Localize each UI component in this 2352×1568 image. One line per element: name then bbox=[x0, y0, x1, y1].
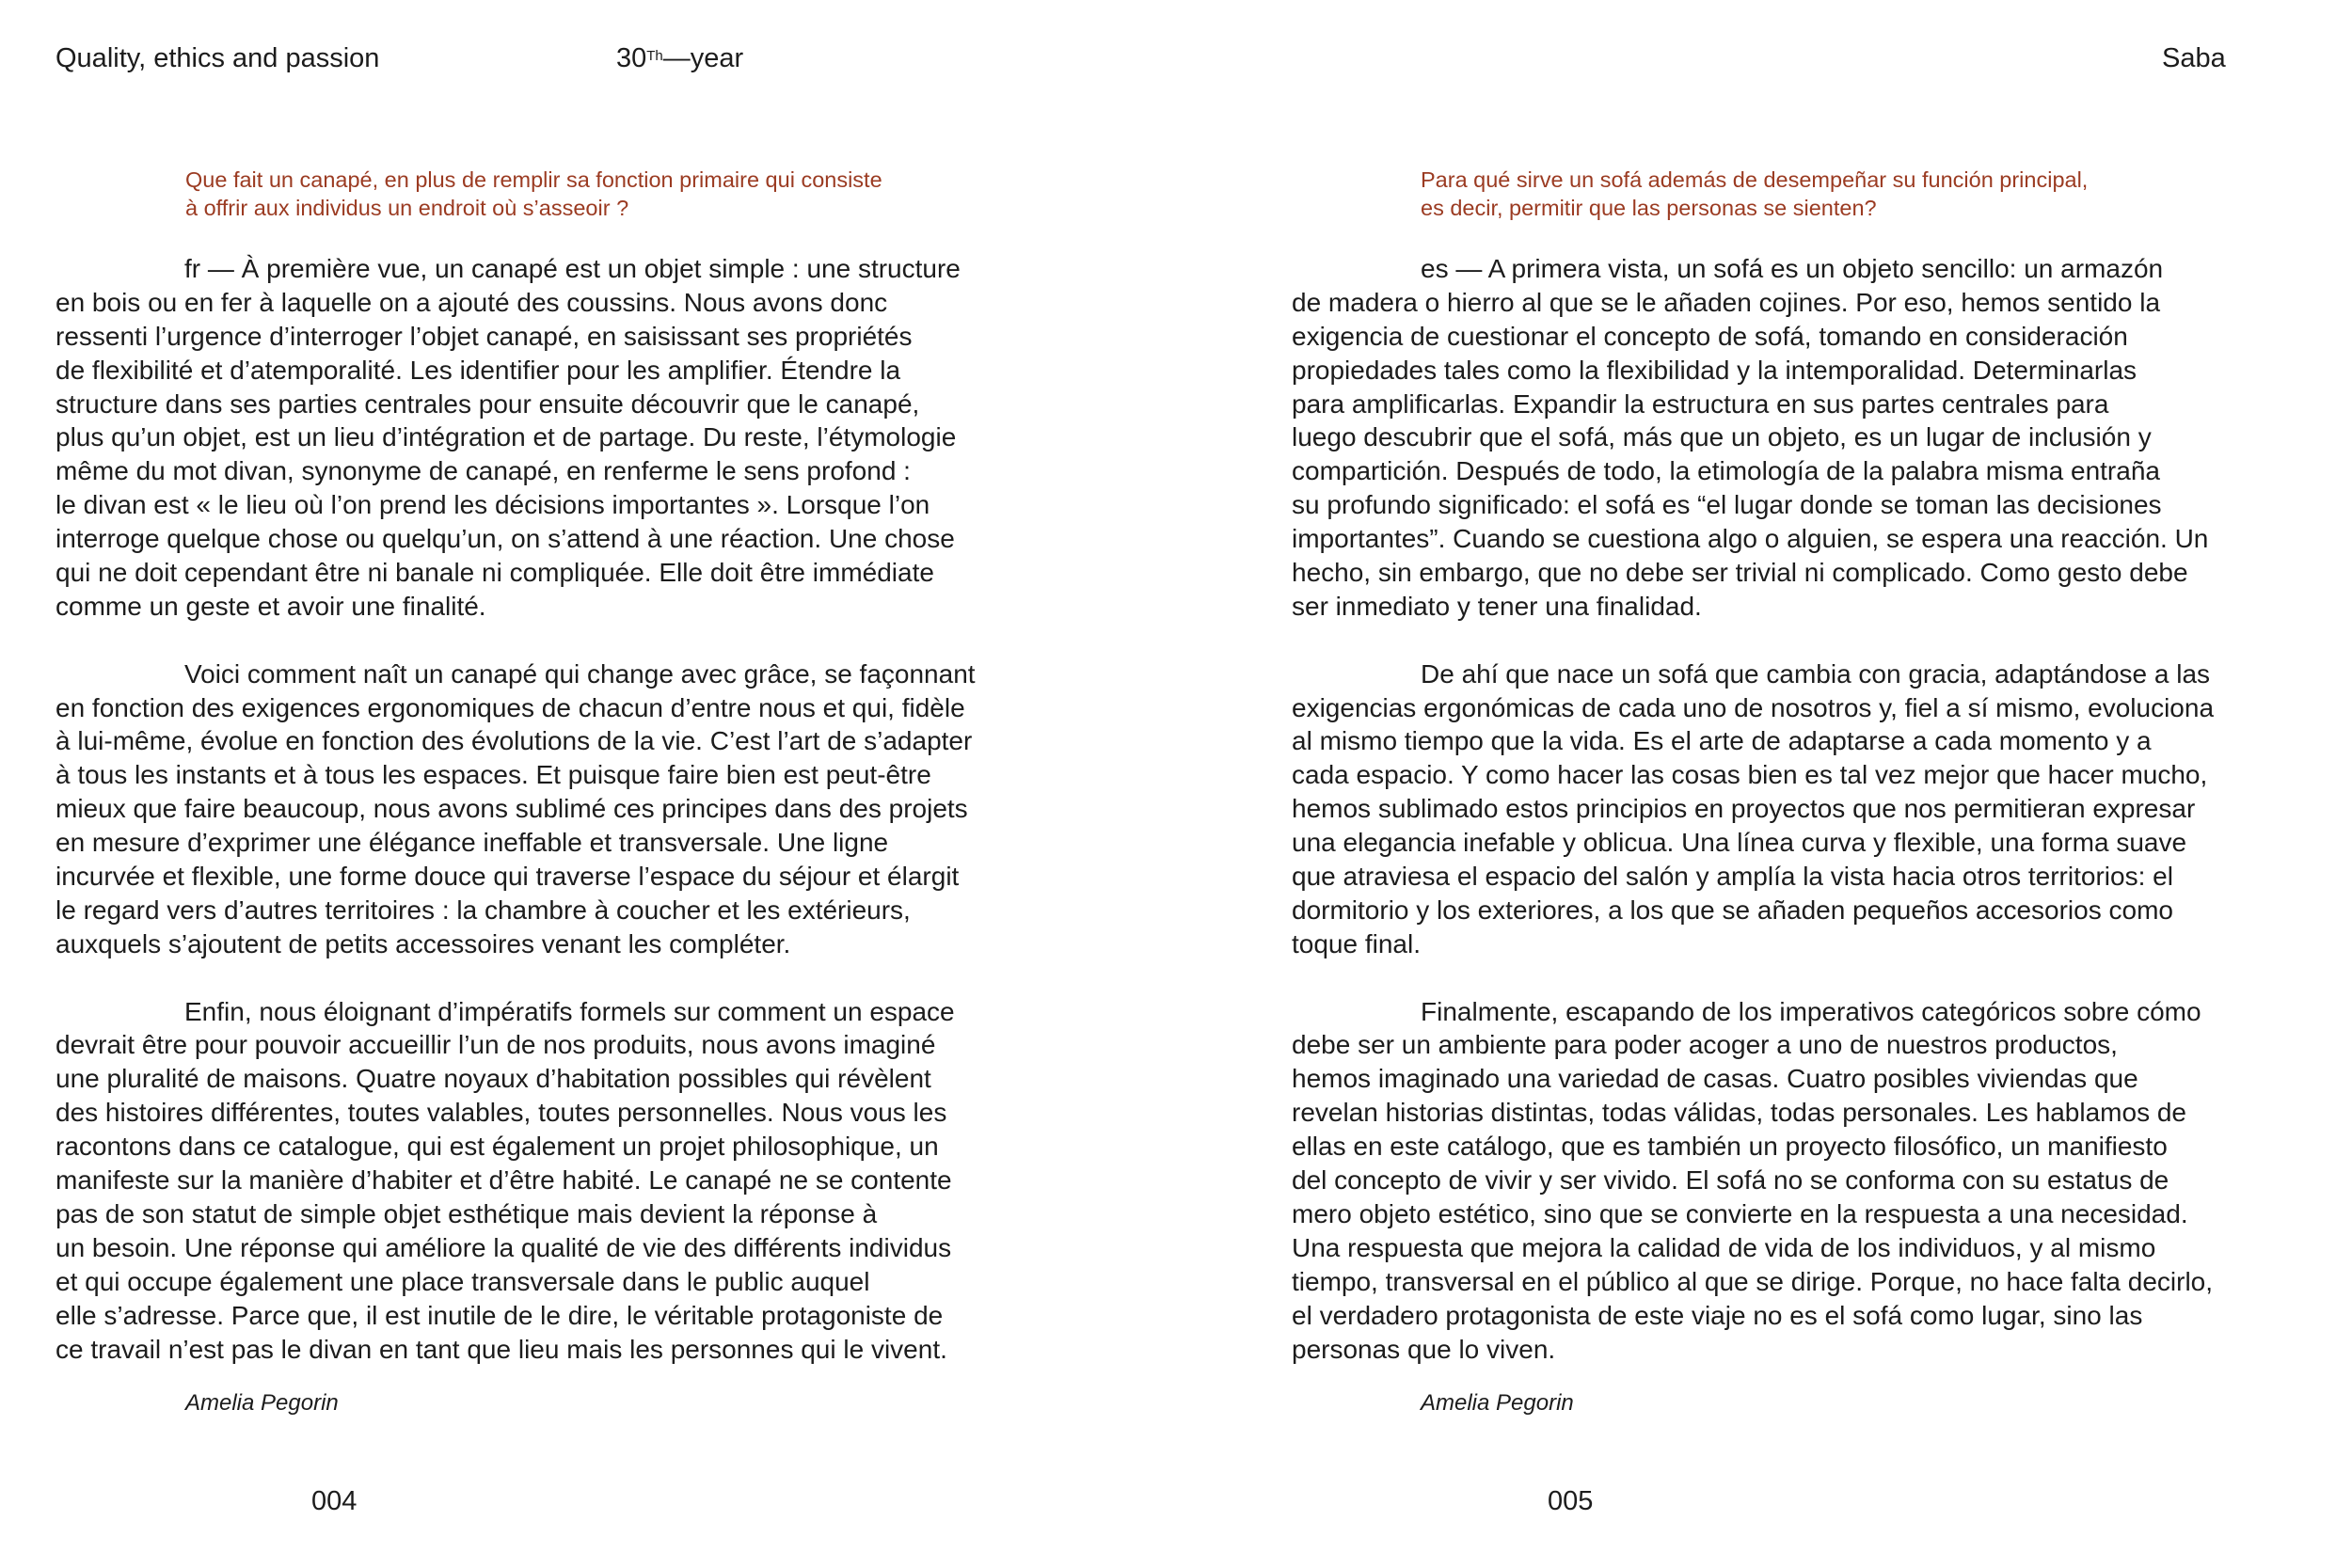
edition-suffix: —year bbox=[662, 43, 744, 73]
text-line: luego descubrir que el sofá, más que un objeto, es un lugar de inclusión y bbox=[1292, 422, 2152, 452]
running-header-brand: Saba bbox=[2162, 43, 2226, 73]
right-body-text bbox=[1292, 252, 2214, 1400]
text-line: toque final. bbox=[1292, 928, 1421, 958]
paragraph-3 bbox=[1292, 995, 2214, 1367]
text-line: tiempo, transversal en el público al que se dirige. Porque, no hace falta decirlo, bbox=[1292, 1266, 2214, 1296]
running-header-edition bbox=[616, 41, 743, 75]
text-line: exigencias ergonómicas de cada uno de nosotros y, fiel a sí mismo, evoluciona bbox=[1292, 692, 2215, 722]
text-line: importantes”. Cuando se cuestiona algo o alguien, se espera una reacción. Un bbox=[1292, 524, 2209, 554]
question-line: Para qué sirve un sofá además de desempeñar su función principal, bbox=[1421, 167, 2089, 192]
text-line: personas que lo viven. bbox=[1292, 1334, 1556, 1364]
text-line: el verdadero protagonista de este viaje no es el sofá como lugar, sino las bbox=[1292, 1300, 2143, 1330]
text-line: racontons dans ce catalogue, qui est également un projet philosophique, un bbox=[56, 1132, 939, 1162]
text-line: exigencia de cuestionar el concepto de sofá, tomando en consideración bbox=[1292, 321, 2128, 351]
text-line: una elegancia inefable y oblicua. Una línea curva y flexible, una forma suave bbox=[1292, 828, 2187, 858]
text-line: à tous les instants et à tous les espaces. Et puisque faire bien est peut-être bbox=[56, 760, 931, 790]
text-line: mieux que faire beaucoup, nous avons sublimé ces principes dans des projets bbox=[56, 794, 968, 824]
text-line: es — A primera vista, un sofá es un objeto sencillo: un armazón bbox=[1421, 254, 2164, 283]
text-line: en fonction des exigences ergonomiques de chacun d’entre nous et qui, fidèle bbox=[56, 692, 965, 722]
paragraph-1 bbox=[56, 252, 976, 624]
text-line: compartición. Después de todo, la etimología de la palabra misma entraña bbox=[1292, 456, 2160, 486]
text-line: et qui occupe également une place transversale dans le public auquel bbox=[56, 1266, 870, 1296]
left-signature: Amelia Pegorin bbox=[185, 1390, 339, 1416]
right-question bbox=[1421, 166, 2088, 222]
text-line: mero objeto estético, sino que se convierte en la respuesta a una necesidad. bbox=[1292, 1198, 2188, 1228]
text-line: en mesure d’exprimer une élégance ineffable et transversale. Une ligne bbox=[56, 828, 889, 858]
text-line: ser inmediato y tener una finalidad. bbox=[1292, 591, 1702, 621]
text-line: Finalmente, escapando de los imperativos categóricos sobre cómo bbox=[1421, 996, 2201, 1026]
text-line: fr — À première vue, un canapé est un objet simple : une structure bbox=[184, 254, 961, 283]
text-line: propiedades tales como la flexibilidad y la intemporalidad. Determinarlas bbox=[1292, 355, 2137, 385]
question-line: Que fait un canapé, en plus de remplir sa fonction primaire qui consiste bbox=[185, 167, 882, 192]
left-page-number: 004 bbox=[311, 1486, 358, 1516]
text-line: comme un geste et avoir une finalité. bbox=[56, 591, 486, 621]
text-line: que atraviesa el espacio del salón y amplía la vista hacia otros territorios: el bbox=[1292, 862, 2173, 892]
text-line: Enfin, nous éloignant d’impératifs formels sur comment un espace bbox=[184, 996, 955, 1026]
text-line: de madera o hierro al que se le añaden cojines. Por eso, hemos sentido la bbox=[1292, 287, 2161, 317]
text-line: interroge quelque chose ou quelqu’un, on s’attend à une réaction. Une chose bbox=[56, 524, 955, 554]
text-line: al mismo tiempo que la vida. Es el arte de adaptarse a cada momento y a bbox=[1292, 726, 2152, 756]
text-line: para amplificarlas. Expandir la estructura en sus partes centrales para bbox=[1292, 388, 2109, 419]
text-line: ellas en este catálogo, que es también un proyecto filosófico, un manifiesto bbox=[1292, 1132, 2168, 1162]
text-line: structure dans ses parties centrales pour ensuite découvrir que le canapé, bbox=[56, 388, 920, 419]
text-line: de flexibilité et d’atemporalité. Les identifier pour les amplifier. Étendre la bbox=[56, 355, 901, 385]
text-line: ce travail n’est pas le divan en tant que lieu mais les personnes qui le vivent. bbox=[56, 1334, 947, 1364]
text-line: le divan est « le lieu où l’on prend les décisions importantes ». Lorsque l’on bbox=[56, 490, 930, 520]
text-line: en bois ou en fer à laquelle on a ajouté des coussins. Nous avons donc bbox=[56, 287, 888, 317]
text-line: debe ser un ambiente para poder acoger a uno de nuestros productos, bbox=[1292, 1030, 2118, 1060]
text-line: del concepto de vivir y ser vivido. El sofá no se conforma con su estatus de bbox=[1292, 1165, 2169, 1196]
text-line: hemos imaginado una variedad de casas. Cuatro posibles viviendas que bbox=[1292, 1064, 2138, 1094]
text-line: De ahí que nace un sofá que cambia con gracia, adaptándose a las bbox=[1421, 658, 2211, 689]
paragraph-2 bbox=[1292, 657, 2214, 961]
edition-number: 30 bbox=[616, 43, 647, 73]
text-line: dormitorio y los exteriores, a los que se añaden pequeños accesorios como bbox=[1292, 895, 2173, 925]
paragraph-2 bbox=[56, 657, 976, 961]
left-body-text bbox=[56, 252, 976, 1400]
paragraph-3 bbox=[56, 995, 976, 1367]
right-page-number: 005 bbox=[1548, 1486, 1594, 1516]
text-line: auxquels s’ajoutent de petits accessoires venant les compléter. bbox=[56, 928, 791, 958]
question-line: à offrir aux individus un endroit où s’asseoir ? bbox=[185, 196, 629, 220]
text-line: le regard vers d’autres territoires : la chambre à coucher et les extérieurs, bbox=[56, 895, 911, 925]
text-line: ressenti l’urgence d’interroger l’objet canapé, en saisissant ses propriétés bbox=[56, 321, 913, 351]
text-line: qui ne doit cependant être ni banale ni compliquée. Elle doit être immédiate bbox=[56, 558, 934, 588]
text-line: à lui-même, évolue en fonction des évolutions de la vie. C’est l’art de s’adapter bbox=[56, 726, 973, 756]
text-line: elle s’adresse. Parce que, il est inutile de le dire, le véritable protagoniste de bbox=[56, 1300, 944, 1330]
text-line: pas de son statut de simple objet esthétique mais devient la réponse à bbox=[56, 1198, 878, 1228]
text-line: Voici comment naît un canapé qui change avec grâce, se façonnant bbox=[184, 658, 976, 689]
text-line: su profundo significado: el sofá es “el lugar donde se toman las decisiones bbox=[1292, 490, 2162, 520]
text-line: hecho, sin embargo, que no debe ser trivial ni complicado. Como gesto debe bbox=[1292, 558, 2188, 588]
right-signature: Amelia Pegorin bbox=[1421, 1390, 1574, 1416]
text-line: manifeste sur la manière d’habiter et d’être habité. Le canapé ne se contente bbox=[56, 1165, 952, 1196]
text-line: hemos sublimado estos principios en proyectos que nos permitieran expresar bbox=[1292, 794, 2196, 824]
text-line: même du mot divan, synonyme de canapé, en renferme le sens profond : bbox=[56, 456, 911, 486]
text-line: plus qu’un objet, est un lieu d’intégration et de partage. Du reste, l’étymologie bbox=[56, 422, 957, 452]
running-header-title: Quality, ethics and passion bbox=[56, 43, 380, 73]
text-line: cada espacio. Y como hacer las cosas bien es tal vez mejor que hacer mucho, bbox=[1292, 760, 2208, 790]
text-line: un besoin. Une réponse qui améliore la qualité de vie des différents individus bbox=[56, 1232, 952, 1262]
question-line: es decir, permitir que las personas se sienten? bbox=[1421, 196, 1877, 220]
edition-superscript: Th bbox=[646, 48, 663, 64]
text-line: des histoires différentes, toutes valables, toutes personnelles. Nous vous les bbox=[56, 1098, 947, 1128]
text-line: incurvée et flexible, une forme douce qui traverse l’espace du séjour et élargit bbox=[56, 862, 960, 892]
left-question bbox=[185, 166, 882, 222]
text-line: une pluralité de maisons. Quatre noyaux d’habitation possibles qui révèlent bbox=[56, 1064, 931, 1094]
text-line: revelan historias distintas, todas válidas, todas personales. Les hablamos de bbox=[1292, 1098, 2186, 1128]
text-line: devrait être pour pouvoir accueillir l’un de nos produits, nous avons imaginé bbox=[56, 1030, 936, 1060]
paragraph-1 bbox=[1292, 252, 2214, 624]
text-line: Una respuesta que mejora la calidad de vida de los individuos, y al mismo bbox=[1292, 1232, 2156, 1262]
